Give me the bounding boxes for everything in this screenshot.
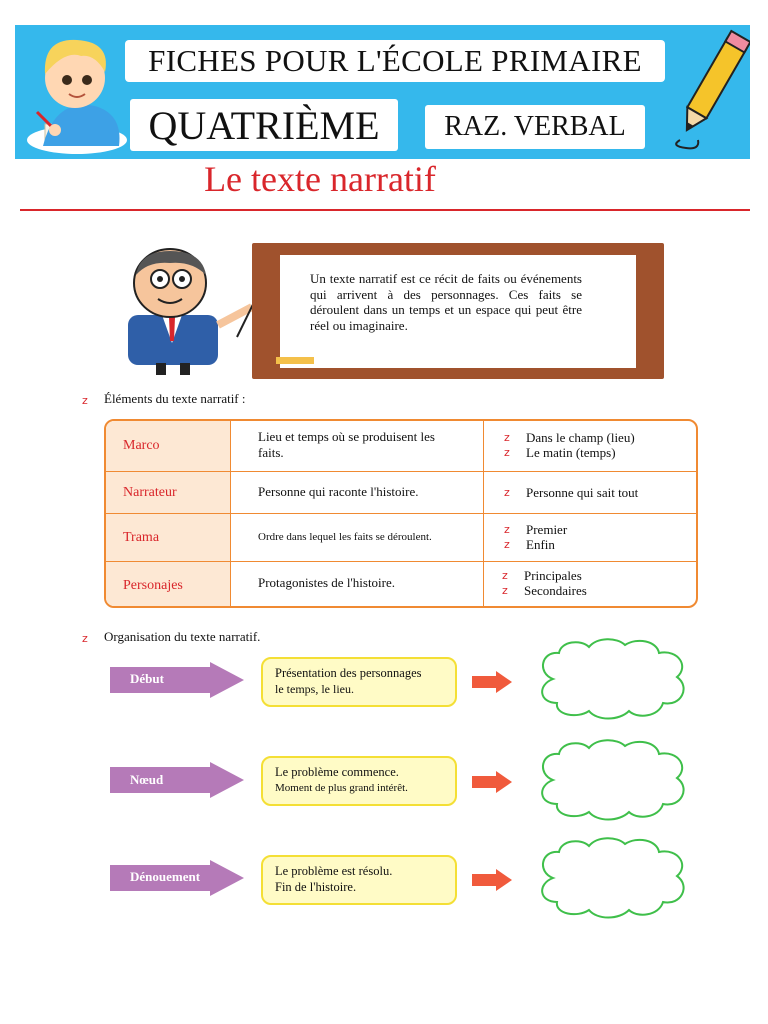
bullet-marker: z — [502, 569, 508, 582]
bullet-marker: z — [504, 431, 510, 444]
step-line: Le problème commence. — [275, 765, 399, 779]
bullet-marker: z — [502, 584, 508, 597]
element-definition: Protagonistes de l'histoire. — [231, 562, 484, 608]
step-line: Fin de l'histoire. — [275, 879, 357, 894]
answer-cloud — [533, 836, 693, 920]
element-name: Marco — [106, 421, 231, 471]
example-item: Le matin (temps) — [526, 445, 616, 460]
elements-heading: Éléments du texte narratif : — [104, 391, 246, 406]
step-label: Nœud — [130, 772, 164, 787]
step-label: Début — [130, 671, 164, 686]
intro-definition: Un texte narratif est ce récit de faits ou événements qui arrivent à des personnages. Ces faits se déroulent dans un temps et un espace qui peut être réel ou imaginaire. — [310, 271, 582, 333]
table-row — [106, 562, 696, 608]
bullet-marker: z — [504, 446, 510, 459]
step-line: Présentation des personnages — [275, 666, 422, 680]
step-description — [261, 756, 457, 806]
small-arrow — [472, 771, 512, 793]
bullet-marker: z — [504, 538, 510, 551]
element-name: Trama — [106, 514, 231, 561]
example-item: Personne qui sait tout — [526, 485, 639, 500]
series-title: FICHES POUR L'ÉCOLE PRIMAIRE — [125, 40, 665, 82]
element-definition: Lieu et temps où se produisent les faits. — [231, 421, 484, 471]
subject-label: RAZ. VERBAL — [425, 105, 645, 149]
element-name: Narrateur — [106, 472, 231, 513]
table-row — [106, 472, 696, 514]
element-examples — [484, 421, 696, 471]
example-item: Premier — [526, 522, 568, 537]
child-writing-illustration — [15, 28, 130, 158]
example-item: Enfin — [526, 537, 555, 552]
bullet-marker: z — [82, 632, 88, 645]
bullet-marker: z — [82, 394, 88, 407]
element-definition: Ordre dans lequel les faits se déroulent. — [231, 514, 484, 561]
step-description — [261, 855, 457, 905]
step-description — [261, 657, 457, 707]
step-line: Moment de plus grand intérêt. — [275, 781, 408, 794]
element-examples — [484, 562, 696, 608]
grade-label: QUATRIÈME — [130, 99, 398, 151]
bullet-marker: z — [504, 523, 510, 536]
chalk-piece — [276, 357, 314, 364]
teacher-illustration — [122, 245, 262, 377]
answer-cloud — [533, 637, 693, 721]
element-examples — [484, 514, 696, 561]
pencil-illustration — [660, 28, 750, 158]
elements-table — [104, 419, 698, 608]
step-label: Dénouement — [130, 869, 201, 884]
step-line: Le problème est résolu. — [275, 864, 393, 878]
title-divider — [20, 209, 750, 211]
example-item: Secondaires — [524, 583, 587, 598]
element-examples — [484, 472, 696, 513]
answer-cloud — [533, 738, 693, 822]
example-item: Dans le champ (lieu) — [526, 430, 635, 445]
bullet-marker: z — [504, 486, 510, 499]
page-title: Le texte narratif — [204, 159, 436, 199]
table-row — [106, 421, 696, 472]
element-definition: Personne qui raconte l'histoire. — [231, 472, 484, 513]
example-item: Principales — [524, 568, 582, 583]
step-line: le temps, le lieu. — [275, 681, 354, 696]
small-arrow — [472, 869, 512, 891]
table-row — [106, 514, 696, 562]
organisation-heading: Organisation du texte narratif. — [104, 629, 261, 644]
small-arrow — [472, 671, 512, 693]
element-name: Personajes — [106, 562, 231, 608]
